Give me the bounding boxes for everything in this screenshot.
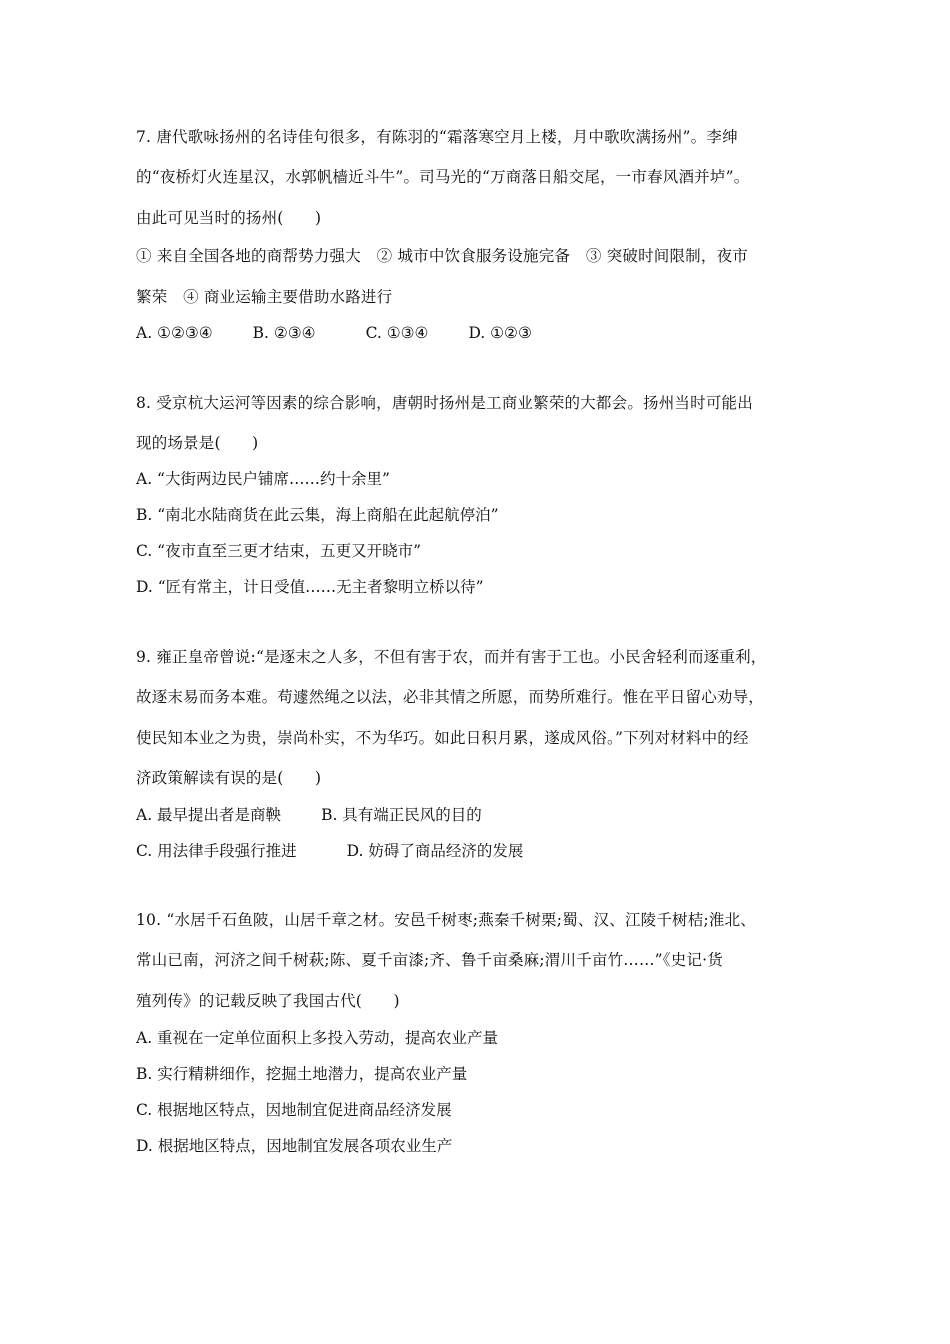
- question-10-stem-line-2: 常山已南，河济之间千树萩;陈、夏千亩漆;齐、鲁千亩桑麻;渭川千亩竹……”《史记·货: [136, 951, 723, 969]
- question-9-stem-line-1: 9. 雍正皇帝曾说:“是逐末之人多，不但有害于农，而并有害于工也。小民舍轻利而逐重利，: [136, 648, 767, 666]
- question-8-stem-line-1: 8. 受京杭大运河等因素的综合影响，唐朝时扬州是工商业繁荣的大都会。扬州当时可能出: [136, 394, 753, 412]
- question-7-stem-line-5: 繁荣 ④ 商业运输主要借助水路进行: [136, 288, 393, 306]
- question-7-option-c[interactable]: C. ①③④: [365, 324, 429, 342]
- question-10-option-a[interactable]: A. 重视在一定单位面积上多投入劳动，提高农业产量: [136, 1029, 499, 1047]
- question-10-option-b[interactable]: B. 实行精耕细作，挖掘土地潜力，提高农业产量: [136, 1065, 468, 1083]
- question-9-options-row-2: [136, 841, 523, 861]
- question-7-stem-line-2: 的“夜桥灯火连星汉，水郭帆樯近斗牛”。司马光的“万商落日船交尾，一市春风酒并垆”。: [136, 168, 750, 186]
- question-9-stem-line-2: 故逐末易而务本难。苟遽然绳之以法，必非其情之所愿，而势所难行。惟在平日留心劝导，: [136, 688, 765, 706]
- question-9-option-b[interactable]: B. 具有端正民风的目的: [321, 806, 482, 824]
- question-7-stem-line-3: 由此可见当时的扬州( ): [136, 209, 322, 227]
- question-9-option-d[interactable]: D. 妨碍了商品经济的发展: [346, 842, 524, 860]
- question-7-option-a[interactable]: A. ①②③④: [136, 324, 213, 342]
- question-10-option-d[interactable]: D. 根据地区特点，因地制宜发展各项农业生产: [136, 1137, 453, 1155]
- question-7-stem-line-4: ① 来自全国各地的商帮势力强大 ② 城市中饮食服务设施完备 ③ 突破时间限制，夜市: [136, 247, 748, 265]
- question-8-stem-line-2: 现的场景是( ): [136, 434, 259, 452]
- question-10-option-c[interactable]: C. 根据地区特点，因地制宜促进商品经济发展: [136, 1101, 452, 1119]
- question-9-stem-line-4: 济政策解读有误的是( ): [136, 769, 322, 787]
- question-10-stem-line-1: 10. “水居千石鱼陂，山居千章之材。安邑千树枣;燕秦千树栗;蜀、汉、江陵千树桔;淮北、: [136, 911, 756, 929]
- question-7-option-d[interactable]: D. ①②③: [468, 324, 532, 342]
- question-8-option-c[interactable]: C. “夜市直至三更才结束，五更又开晓市”: [136, 542, 422, 560]
- question-9-option-a[interactable]: A. 最早提出者是商鞅: [136, 806, 282, 824]
- question-9-option-c[interactable]: C. 用法律手段强行推进: [136, 842, 297, 860]
- question-8-option-a[interactable]: A. “大街两边民户铺席……约十余里”: [136, 470, 390, 488]
- question-9-options-row-1: [136, 805, 482, 825]
- question-7-option-b[interactable]: B. ②③④: [252, 324, 316, 342]
- question-9-stem-line-3: 使民知本业之为贵，崇尚朴实，不为华巧。如此日积月累，遂成风俗。”下列对材料中的经: [136, 729, 749, 747]
- question-7-stem-line-1: 7. 唐代歌咏扬州的名诗佳句很多，有陈羽的“霜落寒空月上楼，月中歌吹满扬州”。李绅: [136, 128, 738, 146]
- question-10-stem-line-3: 殖列传》的记载反映了我国古代( ): [136, 992, 400, 1010]
- question-8-option-b[interactable]: B. “南北水陆商货在此云集，海上商船在此起航停泊”: [136, 506, 499, 524]
- question-8-option-d[interactable]: D. “匠有常主，计日受值……无主者黎明立桥以待”: [136, 578, 484, 596]
- question-7-options: [136, 323, 532, 343]
